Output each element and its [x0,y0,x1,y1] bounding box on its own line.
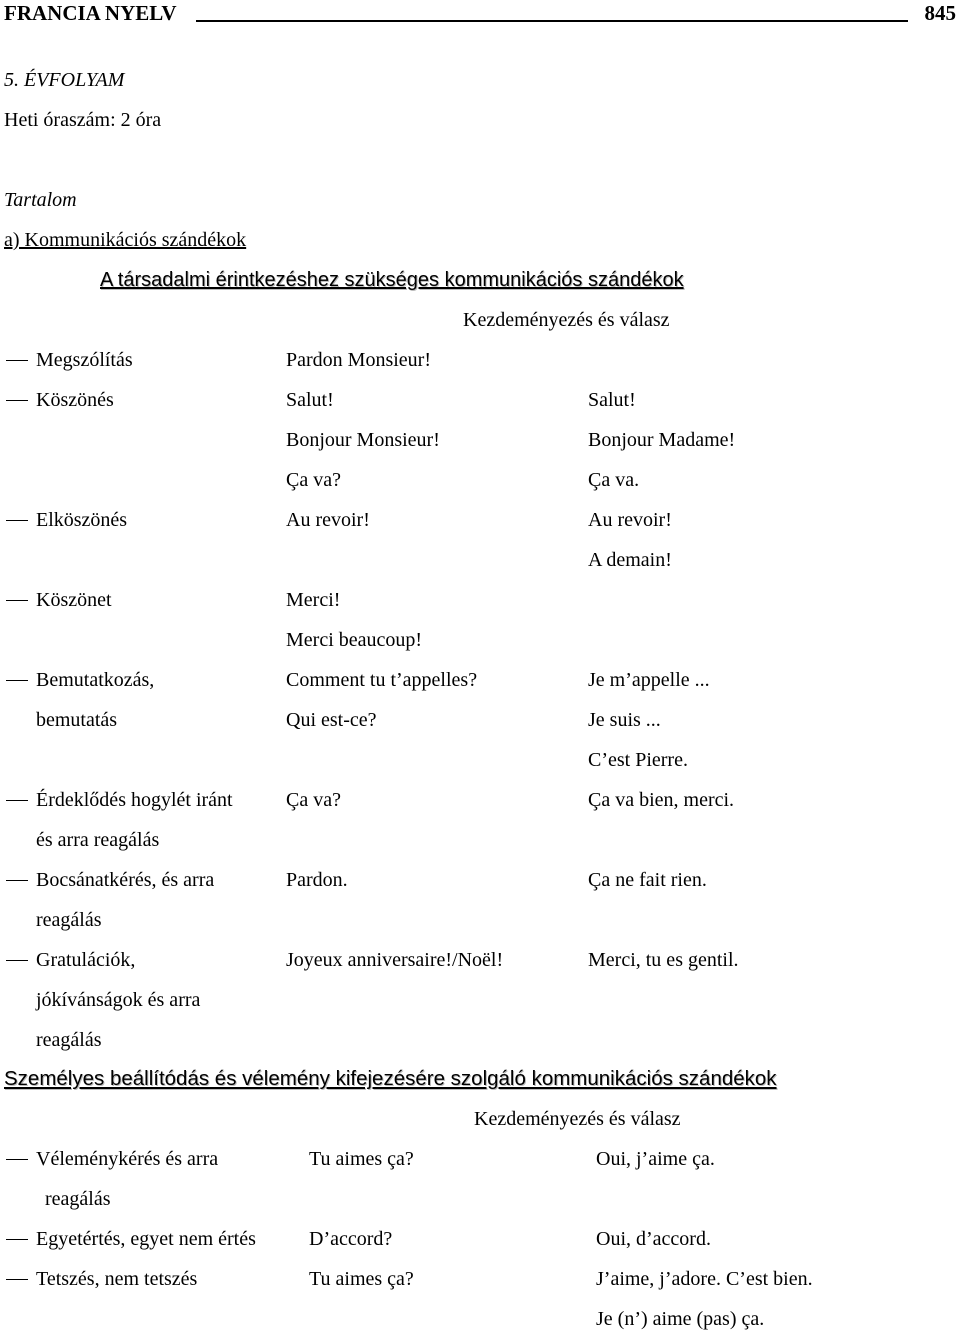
row-label [36,909,102,931]
contents-label: Tartalom [4,189,77,211]
initiation-phrase: Tu aimes ça? [309,1148,414,1170]
em-dash-bullet [6,1279,28,1280]
response-phrase: Ça va. [588,469,640,491]
row-label [6,1268,197,1290]
row-label [36,829,159,851]
response-phrase: Au revoir! [588,509,672,531]
row-label [45,1188,111,1210]
em-dash-bullet [6,360,28,361]
row-label-text: Bocsánatkérés, és arra [36,869,215,891]
row-label [6,869,214,891]
initiation-phrase: Comment tu t’appelles? [286,669,478,691]
em-dash-bullet [6,1239,28,1240]
row-label [6,669,154,691]
row-label [6,949,135,971]
initiation-phrase: Merci beaucoup! [286,629,423,651]
row-label-text: Gratulációk, [36,949,136,971]
running-header-title: FRANCIA NYELV [4,1,177,25]
response-phrase: Oui, j’aime ça. [596,1148,715,1170]
initiation-phrase: Pardon Monsieur! [286,349,431,371]
initiation-phrase: Joyeux anniversaire!/Noël! [286,949,504,971]
row-label-text: Köszönet [36,589,112,611]
row-label-text: bemutatás [36,709,118,731]
row-label [6,349,133,371]
row-label-text: Egyetértés, egyet nem értés [36,1228,256,1250]
response-phrase: Ça va bien, merci. [588,789,735,811]
row-label [6,589,112,611]
row-label-text: Véleménykérés és arra [36,1148,219,1170]
initiation-phrase: Merci! [286,589,341,611]
row-label [6,509,127,531]
row-label-text: Elköszönés [36,509,128,531]
response-phrase: Oui, d’accord. [596,1228,711,1250]
initiation-phrase: Bonjour Monsieur! [286,429,440,451]
response-phrase: Bonjour Madame! [588,429,736,451]
initiation-phrase: Qui est-ce? [286,709,377,731]
response-phrase: A demain! [588,549,672,571]
em-dash-bullet [6,520,28,521]
row-label-text: reagálás [36,1029,102,1051]
row-label [6,789,233,811]
row-label [6,389,114,411]
initiation-phrase: D’accord? [309,1228,393,1250]
subsection-1-title: A társadalmi érintkezéshez szükséges kommunikációs szándékok [100,269,684,291]
initiation-phrase: Pardon. [286,869,348,891]
em-dash-bullet [6,800,28,801]
row-label-text: jókívánságok és arra [36,989,201,1011]
row-label-text: Köszönés [36,389,114,411]
row-label-text: Érdeklődés hogylét iránt [36,789,233,811]
page-number: 845 [924,1,956,25]
initiation-phrase: Au revoir! [286,509,370,531]
em-dash-bullet [6,400,28,401]
initiation-phrase: Salut! [286,389,334,411]
row-label [6,1228,256,1250]
initiation-phrase: Ça va? [286,469,341,491]
row-label-text: Tetszés, nem tetszés [36,1268,198,1290]
subsection-2-title: Személyes beállítódás és vélemény kifejezésére szolgáló kommunikációs szándékok [4,1067,777,1090]
row-label-text: Megszólítás [36,349,133,371]
em-dash-bullet [6,1159,28,1160]
response-phrase: Je m’appelle ... [588,669,710,691]
response-phrase: Je suis ... [588,709,661,731]
section-a-heading: a) Kommunikációs szándékok [4,229,247,251]
weekly-hours: Heti óraszám: 2 óra [4,109,162,131]
em-dash-bullet [6,680,28,681]
row-label [36,709,117,731]
initiation-phrase: Tu aimes ça? [309,1268,414,1290]
em-dash-bullet [6,600,28,601]
response-phrase: Ça ne fait rien. [588,869,707,891]
subsection-2-column-header: Kezdeményezés és válasz [474,1108,681,1130]
subsection-1-column-header: Kezdeményezés és válasz [463,309,670,331]
row-label [36,989,200,1011]
row-label-text: reagálás [36,909,102,931]
response-phrase: J’aime, j’adore. C’est bien. [596,1268,813,1290]
response-phrase: Je (n’) aime (pas) ça. [596,1308,765,1330]
row-label [6,1148,218,1170]
row-label-text: és arra reagálás [36,829,160,851]
row-label [36,1029,102,1051]
grade-heading: 5. ÉVFOLYAM [4,69,125,91]
response-phrase: C’est Pierre. [588,749,688,771]
row-label-text: Bemutatkozás, [36,669,155,691]
response-phrase: Salut! [588,389,636,411]
em-dash-bullet [6,960,28,961]
response-phrase: Merci, tu es gentil. [588,949,739,971]
initiation-phrase: Ça va? [286,789,341,811]
row-label-text: reagálás [45,1188,111,1210]
em-dash-bullet [6,880,28,881]
header-rule [196,20,908,22]
